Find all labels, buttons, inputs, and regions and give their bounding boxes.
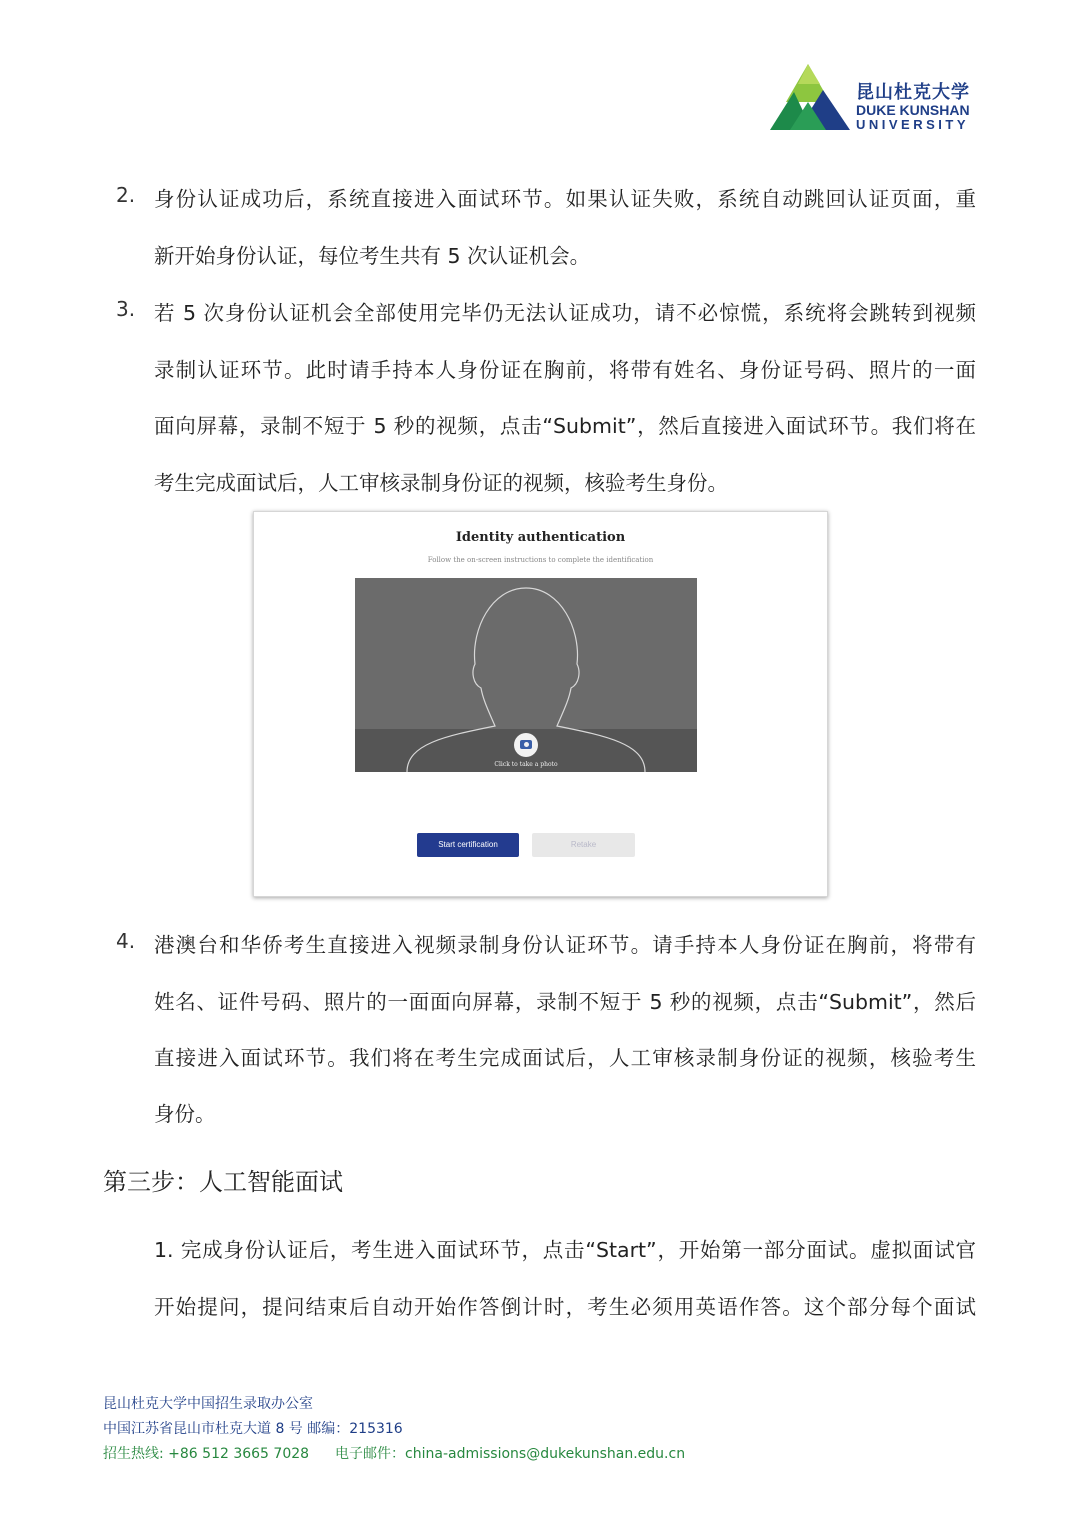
identity-auth-screenshot (253, 511, 828, 897)
paragraph-line: 姓名、证件号码、照片的一面面向屏幕，录制不短于 5 秒的视频，点击“Submit”，然后 (154, 990, 976, 1014)
logo-chinese-name: 昆山杜克大学 (856, 82, 970, 103)
mountain-logo-icon (768, 62, 852, 132)
take-photo-button[interactable] (514, 733, 538, 757)
paragraph-line: 开始提问，提问结束后自动开始作答倒计时，考生必须用英语作答。这个部分每个面试 (154, 1295, 976, 1319)
university-logo (768, 62, 988, 132)
auth-title: Identity authentication (455, 530, 626, 545)
start-certification-button[interactable]: Start certification (417, 833, 519, 857)
paragraph-line: 面向屏幕，录制不短于 5 秒的视频，点击“Submit”，然后直接进入面试环节。我们将在 (154, 414, 976, 438)
step-number: 4. (116, 929, 136, 953)
paragraph-line: 直接进入面试环节。我们将在考生完成面试后，人工审核录制身份证的视频，核验考生 (154, 1046, 976, 1070)
footer-email[interactable]: 电子邮件：china-admissions@dukekunshan.edu.cn (335, 1446, 686, 1462)
footer-office: 昆山杜克大学中国招生录取办公室 (103, 1396, 313, 1412)
auth-subtitle: Follow the on-screen instructions to complete the identification (427, 556, 654, 564)
camera-icon (520, 740, 532, 749)
footer-address: 中国江苏省昆山市杜克大道 8 号 邮编：215316 (103, 1421, 403, 1437)
footer-hotline: 招生热线: +86 512 3665 7028 (103, 1446, 310, 1462)
paragraph-line: 港澳台和华侨考生直接进入视频录制身份认证环节。请手持本人身份证在胸前，将带有 (154, 933, 976, 957)
paragraph-line: 考生完成面试后，人工审核录制身份证的视频，核验考生身份。 (154, 471, 728, 495)
logo-english-name: DUKE KUNSHAN (856, 102, 970, 118)
step-number: 2. (116, 183, 136, 207)
footer-contact (103, 1443, 685, 1463)
camera-preview (355, 578, 697, 772)
logo-english-university: UNIVERSITY (856, 117, 970, 132)
paragraph-line: 身份。 (154, 1102, 216, 1126)
paragraph-line: 新开始身份认证，每位考生共有 5 次认证机会。 (154, 244, 591, 268)
paragraph-line: 录制认证环节。此时请手持本人身份证在胸前，将带有姓名、身份证号码、照片的一面 (154, 358, 976, 382)
section-heading: 第三步：人工智能面试 (103, 1168, 343, 1196)
camera-label: Click to take a photo (494, 761, 558, 768)
paragraph-line: 若 5 次身份认证机会全部使用完毕仍无法认证成功，请不必惊慌，系统将会跳转到视频 (154, 301, 976, 325)
retake-button[interactable]: Retake (532, 833, 635, 857)
step-number: 3. (116, 297, 136, 321)
paragraph-line: 身份认证成功后，系统直接进入面试环节。如果认证失败，系统自动跳回认证页面，重 (154, 187, 976, 211)
paragraph-line: 1. 完成身份认证后，考生进入面试环节，点击“Start”，开始第一部分面试。虚拟面试官 (154, 1238, 976, 1262)
